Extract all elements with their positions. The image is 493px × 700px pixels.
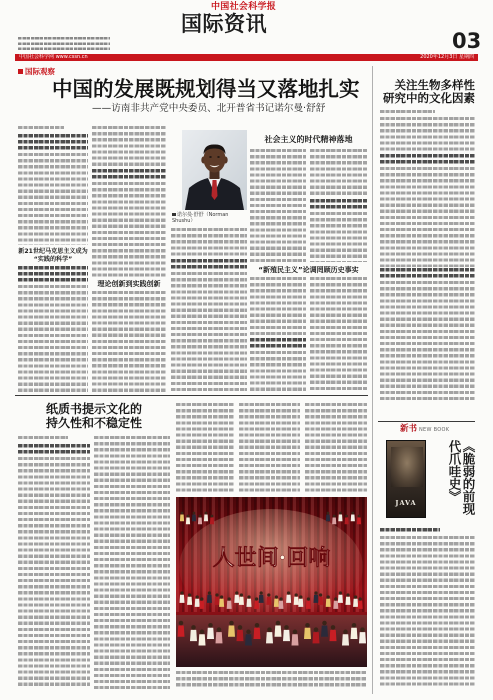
column-tag-marker bbox=[18, 69, 23, 74]
main-col-b-text bbox=[92, 291, 166, 392]
side-article-lead bbox=[380, 268, 475, 280]
main-subhead-1-line-2: “实践的科学” bbox=[33, 256, 73, 263]
side-article-text bbox=[380, 117, 475, 153]
portrait-caption bbox=[172, 212, 248, 224]
book-review-byline bbox=[380, 528, 440, 532]
main-subhead-2: 理论创新到实践创新 bbox=[97, 280, 161, 288]
info-band bbox=[15, 54, 478, 61]
caption-marker bbox=[172, 213, 176, 217]
main-col-b-text bbox=[92, 126, 166, 168]
bottom-col-a-lead bbox=[18, 444, 90, 456]
main-subhead-1-line-1: 新21世纪马克思主义成为 bbox=[18, 248, 88, 255]
main-subhead-1 bbox=[18, 248, 88, 264]
bottom-col-c-text bbox=[176, 403, 234, 493]
bottom-col-b-text bbox=[94, 436, 170, 689]
side-article-lead bbox=[380, 154, 475, 166]
book-review-text bbox=[380, 536, 475, 688]
section-divider bbox=[15, 395, 368, 396]
bottom-col-a-text bbox=[18, 457, 90, 689]
section-title: 国际资讯 bbox=[181, 12, 267, 36]
main-subhead-3: 社会主义的时代精神落地 bbox=[264, 135, 353, 144]
website-label: 中国社会科学网 www.cssn.cn bbox=[19, 54, 88, 60]
book-cover-title: JAVA bbox=[395, 499, 417, 507]
main-byline bbox=[18, 126, 64, 130]
bottom-headline bbox=[18, 402, 170, 430]
main-col-a-text bbox=[18, 153, 88, 245]
main-subhead-4: “新殖民主义”论调罔顾历史事实 bbox=[258, 266, 359, 274]
side-article-text bbox=[380, 167, 475, 267]
book-title: 《脆弱的前现代爪哇史》 bbox=[447, 440, 476, 515]
side-byline bbox=[380, 110, 435, 114]
bottom-col-e-text bbox=[305, 403, 367, 493]
main-col-e-text bbox=[310, 212, 367, 262]
page-number: 03 bbox=[452, 29, 482, 53]
portrait-photo bbox=[182, 130, 247, 210]
main-col-a-question bbox=[18, 266, 88, 284]
main-col-a-question bbox=[18, 134, 88, 152]
side-headline-line-2: 研究中的文化因素 bbox=[383, 91, 475, 105]
stage-photo-image bbox=[176, 497, 367, 667]
bottom-headline-line-2: 持久性和不稳定性 bbox=[45, 416, 142, 430]
stage-title-text: 人世间·回响 bbox=[212, 545, 331, 571]
column-tag: 国际观察 bbox=[25, 67, 55, 76]
main-col-d-text bbox=[250, 351, 306, 392]
main-col-d-text bbox=[250, 149, 306, 262]
main-col-d-question bbox=[250, 338, 306, 350]
main-col-e-question bbox=[310, 199, 367, 211]
main-col-e-text bbox=[310, 277, 367, 392]
side-headline-line-1: 关注生物多样性 bbox=[394, 78, 475, 92]
stage-photo-caption bbox=[176, 671, 367, 688]
main-col-c-question bbox=[171, 259, 247, 271]
main-col-b-question bbox=[92, 169, 166, 181]
main-col-a-text bbox=[18, 285, 88, 392]
main-col-e-text bbox=[310, 149, 367, 198]
book-cover-image bbox=[391, 447, 423, 487]
bottom-byline bbox=[18, 436, 68, 440]
stage-photo bbox=[176, 497, 367, 667]
issue-date: 2020年12月3日 星期四 bbox=[420, 54, 474, 60]
editor-info bbox=[18, 37, 110, 53]
main-col-c-text bbox=[171, 228, 247, 258]
paper-name: 中国社会科学报 bbox=[211, 2, 277, 12]
portrait-image bbox=[182, 130, 247, 210]
new-book-label-en: NEW BOOK bbox=[419, 426, 450, 433]
portrait-caption-text: 诺尔曼·舒舒（Norman Shushu） bbox=[172, 212, 229, 224]
main-col-c-text bbox=[171, 272, 247, 392]
bottom-headline-line-1: 纸质书提示文化的 bbox=[45, 402, 142, 416]
bottom-col-d-text bbox=[239, 403, 300, 493]
new-book-label: 新书 bbox=[400, 424, 418, 434]
main-subheadline: ——访南非共产党中央委员、北开普省书记诺尔曼·舒舒 bbox=[92, 103, 326, 114]
side-article-text bbox=[380, 281, 475, 403]
main-col-b-text bbox=[92, 182, 166, 277]
main-headline: 中国的发展既规划得当又落地扎实 bbox=[52, 77, 360, 101]
main-col-d-text bbox=[250, 277, 306, 337]
column-divider bbox=[372, 66, 373, 694]
book-cover bbox=[386, 440, 426, 518]
new-book-rule bbox=[378, 421, 475, 422]
